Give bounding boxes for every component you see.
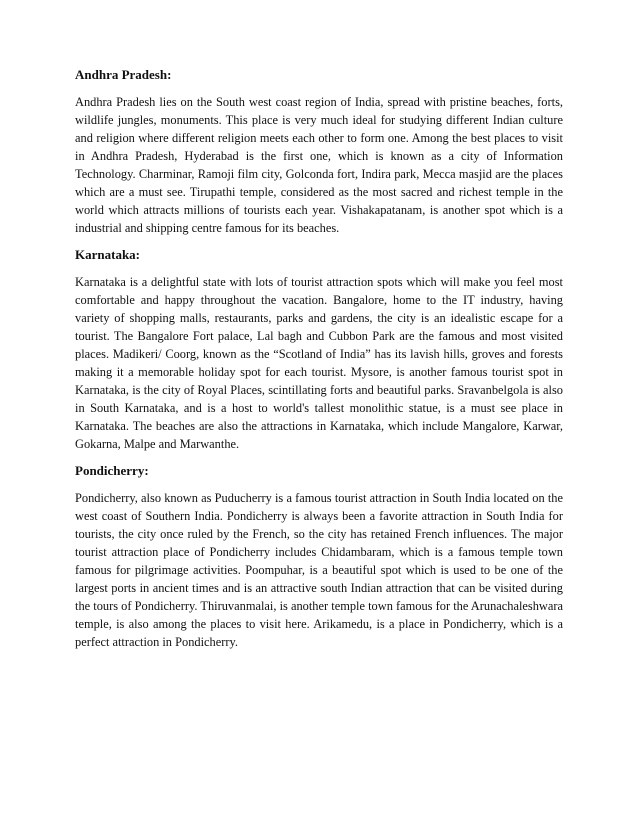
section-heading: Karnataka: xyxy=(75,247,140,262)
section-heading: Pondicherry: xyxy=(75,463,149,478)
section-paragraph: Andhra Pradesh lies on the South west coast region of India, spread with pristine beaches, forts, wildlife jungles, monuments. This place is very much ideal for studying different Indian culture and religion where different religion meets each other to form one. Among the best places to visit in Andhra Pradesh, Hyderabad is the first one, which is known as a city of Information Technology. Charminar, Ramoji film city, Golconda fort, Indira park, Mecca masjid are the places which are a must see. Tirupathi temple, considered as the most sacred and richest temple in the world which attracts millions of tourists each year. Vishakapatanam, is another spot which is a industrial and shipping centre famous for its beaches. xyxy=(75,95,563,235)
document-page xyxy=(75,66,563,660)
section-pondicherry xyxy=(75,462,563,651)
section-heading: Andhra Pradesh: xyxy=(75,67,172,82)
section-paragraph: Pondicherry, also known as Puducherry is a famous tourist attraction in South India located on the west coast of Southern India. Pondicherry is always been a favorite attraction in South India for tourists, the city once ruled by the French, so the city has retained French influences. The major tourist attraction place of Pondicherry includes Chidambaram, which is a famous temple town famous for pilgrimage activities. Poompuhar, is a beautiful spot which is used to be one of the largest ports in ancient times and is an attractive south Indian attraction that can be visited during the tours of Pondicherry. Thiruvanmalai, is another temple town famous for the Arunachaleshwara temple, is also among the places to visit here. Arikamedu, is a place in Pondicherry, which is a perfect attraction in Pondicherry. xyxy=(75,491,563,649)
section-paragraph: Karnataka is a delightful state with lots of tourist attraction spots which will make you feel most comfortable and happy throughout the vacation. Bangalore, home to the IT industry, having variety of shopping malls, restaurants, parks and gardens, the city is an idealistic escape for a tourist. The Bangalore Fort palace, Lal bagh and Cubbon Park are the famous and most visited places. Madikeri/ Coorg, known as the “Scotland of India” has its lavish hills, groves and forests making it a memorable holiday spot for each tourist. Mysore, is another famous tourist spot in Karnataka, is the city of Royal Places, scintillating forts and beautiful parks. Sravanbelgola is also in South Karnataka, and is a host to world's tallest monolithic statue, is a must see place in Karnataka. The beaches are also the attractions in Karnataka, which include Mangalore, Karwar, Gokarna, Malpe and Marwanthe. xyxy=(75,275,563,451)
section-karnataka xyxy=(75,246,563,453)
section-andhra-pradesh xyxy=(75,66,563,237)
